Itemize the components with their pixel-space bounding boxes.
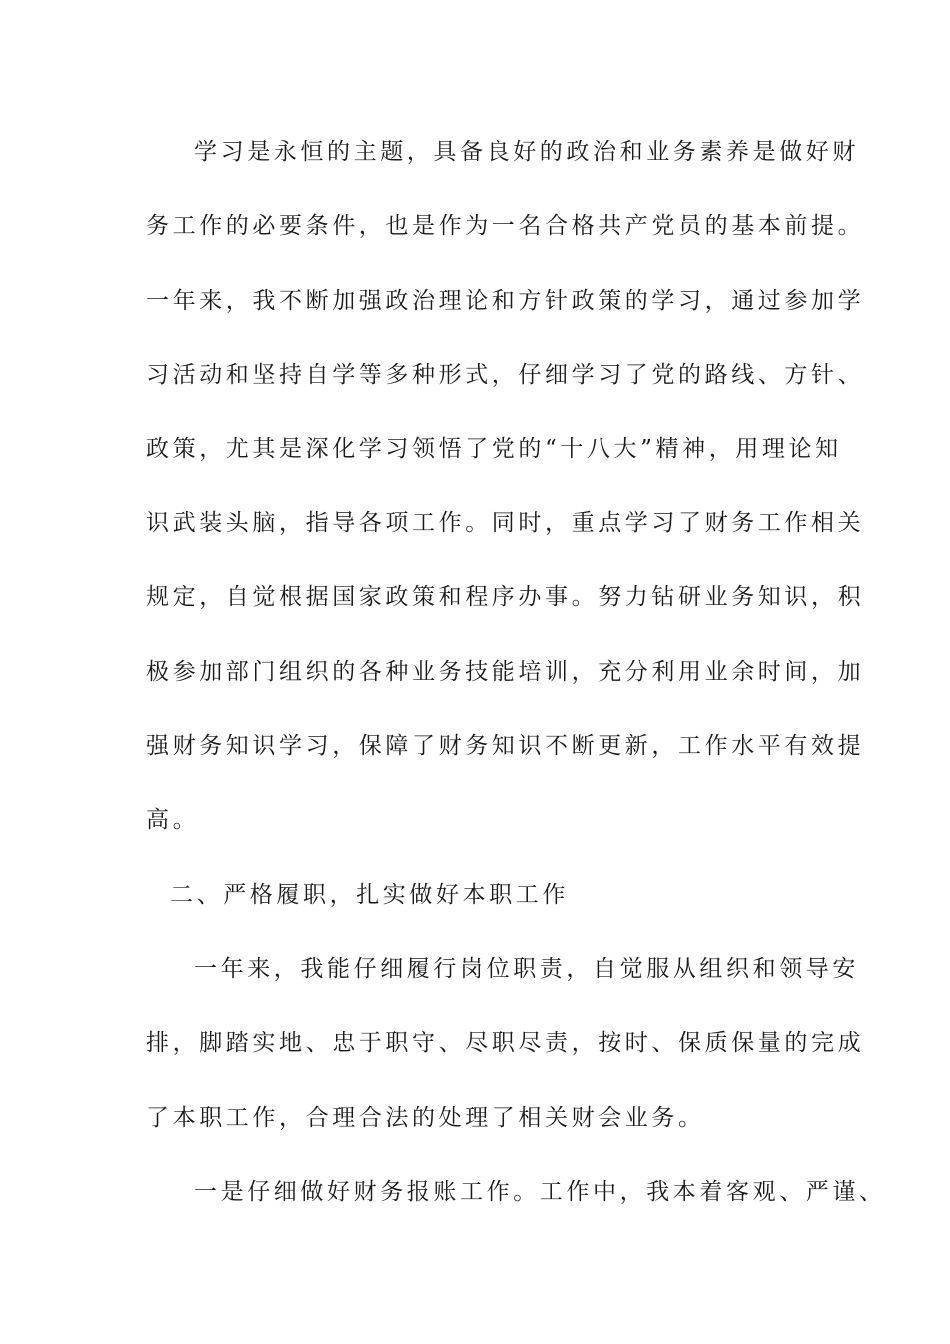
- paragraph-line: 政策，尤其是深化学习领悟了党的“十八大”精神，用理论知: [146, 436, 842, 462]
- paragraph-line: 学习是永恒的主题，具备良好的政治和业务素养是做好财: [194, 139, 859, 165]
- paragraph-line: 一年来，我不断加强政治理论和方针政策的学习，通过参加学: [146, 288, 865, 314]
- paragraph-line: 识武装头脑，指导各项工作。同时，重点学习了财务工作相关: [146, 510, 865, 536]
- paragraph-line: 极参加部门组织的各种业务技能培训，充分利用业余时间，加: [146, 659, 865, 685]
- paragraph-line: 务工作的必要条件，也是作为一名合格共产党员的基本前提。: [146, 213, 865, 239]
- section-heading: 二、严格履职，扎实做好本职工作: [170, 882, 569, 908]
- paragraph-line: 习活动和坚持自学等多种形式，仔细学习了党的路线、方针、: [146, 362, 865, 388]
- paragraph-line: 强财务知识学习，保障了财务知识不断更新，工作水平有效提: [146, 733, 865, 759]
- paragraph-line: 一是仔细做好财务报账工作。工作中，我本着客观、严谨、: [194, 1179, 886, 1205]
- paragraph-line: 高。: [146, 807, 200, 833]
- paragraph-line: 一年来，我能仔细履行岗位职责，自觉服从组织和领导安: [194, 956, 859, 982]
- paragraph-line: 规定，自觉根据国家政策和程序办事。努力钻研业务知识，积: [146, 584, 865, 610]
- paragraph-line: 了本职工作，合理合法的处理了相关财会业务。: [146, 1105, 705, 1131]
- paragraph-line: 排，脚踏实地、忠于职守、尽职尽责，按时、保质保量的完成: [146, 1030, 865, 1056]
